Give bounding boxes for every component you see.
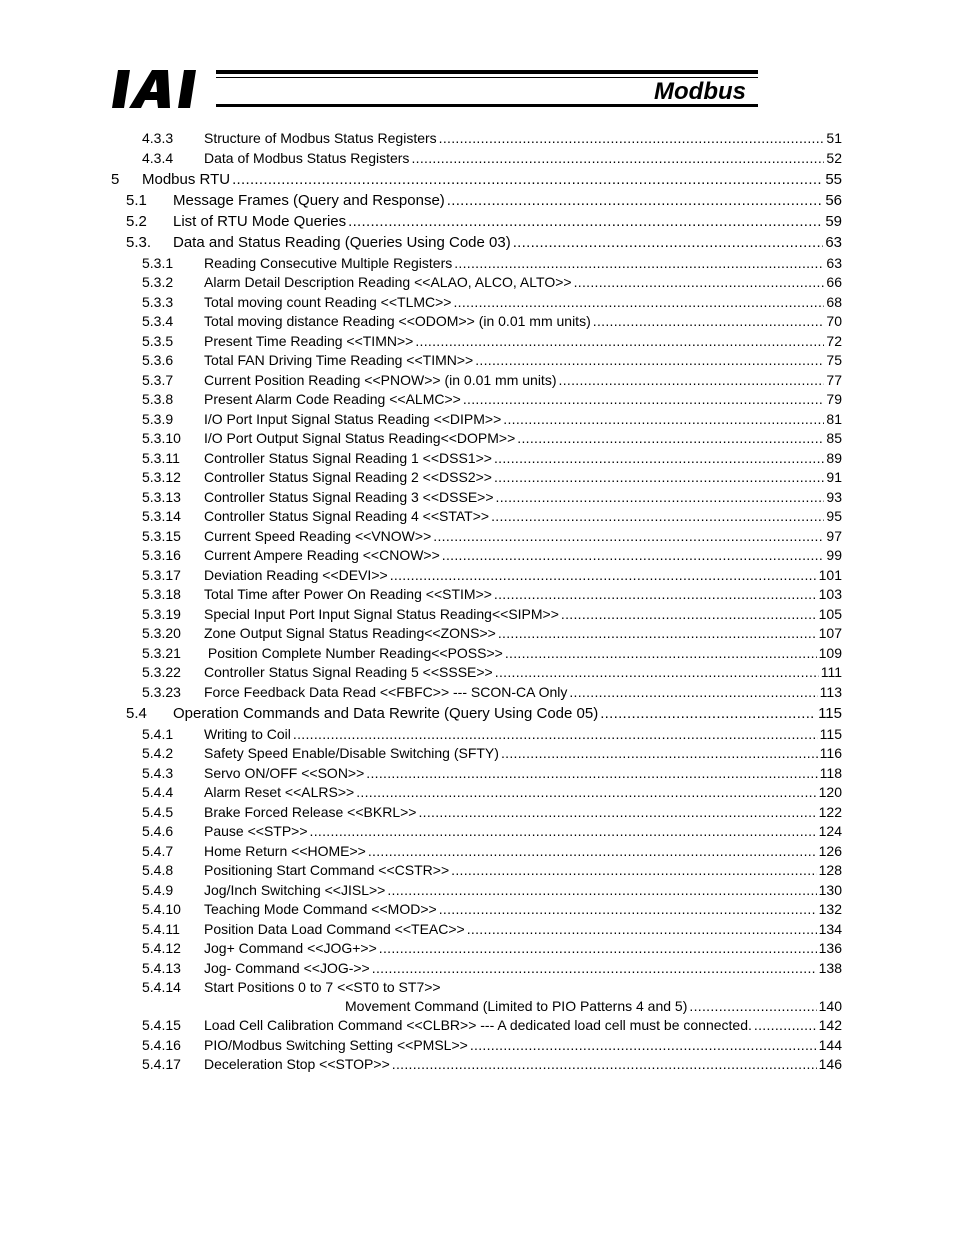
toc-entry-title: Positioning Start Command <<CSTR>> [204,862,450,878]
toc-entry[interactable] [142,469,842,485]
toc-entry[interactable] [142,664,842,680]
toc-entry[interactable] [126,233,842,251]
toc-entry-title: Total FAN Driving Time Reading <<TIMN>> [204,352,474,368]
toc-leader-dots [387,882,816,898]
toc-entry-title: Alarm Detail Description Reading <<ALAO, ALCO, ALTO>> [204,274,572,290]
toc-entry-page: 111 [820,664,842,680]
toc-entry[interactable] [142,274,842,290]
toc-entry-number: 5.4 [126,704,147,722]
toc-entry[interactable] [142,745,842,761]
toc-entry-page: 105 [818,605,842,622]
toc-leader-dots [559,372,825,388]
toc-entry-number: 5.4.7 [142,842,174,859]
toc-entry[interactable] [126,704,842,722]
toc-entry[interactable] [142,508,842,524]
toc-entry-page: 52 [826,149,842,166]
toc-leader-dots [517,430,824,446]
toc-entry-title: PIO/Modbus Switching Setting <<PMSL>> [204,1036,468,1053]
toc-entry-page: 142 [818,1017,842,1033]
toc-entry-number: 5.4.14 [142,979,181,995]
toc-entry-page: 140 [818,997,842,1014]
toc-entry-number: 5.2 [126,212,147,230]
toc-entry-page: 124 [818,823,842,839]
toc-entry-number: 5.3.14 [142,508,181,524]
toc-entry[interactable] [142,881,842,898]
toc-entry-title: Safety Speed Enable/Disable Switching (SFTY) [204,745,499,761]
toc-leader-dots [496,489,825,505]
toc-entry[interactable] [111,170,842,188]
toc-entry-number: 5.4.10 [142,901,181,917]
toc-leader-dots [689,998,816,1014]
toc-entry-title: Data and Status Reading (Queries Using Code 03) [173,233,511,251]
toc-entry-title: Teaching Mode Command <<MOD>> [204,901,437,917]
toc-entry[interactable] [142,430,842,446]
toc-entry-title: Position Data Load Command <<TEAC>> [204,920,465,937]
toc-entry-page: 115 [818,704,842,722]
toc-entry-page: 126 [818,842,842,859]
toc-leader-dots [513,234,824,251]
toc-entry-page: 128 [818,862,842,878]
toc-entry-title: Deceleration Stop <<STOP>> [204,1056,390,1072]
toc-continuation-title: Movement Command (Limited to PIO Patterns 4 and 5) [345,997,688,1014]
toc-leader-dots [433,528,824,544]
toc-entry-page: 134 [818,920,842,937]
toc-entry-number: 5 [111,170,120,188]
toc-entry[interactable] [126,212,842,230]
toc-entry-title: Zone Output Signal Status Reading<<ZONS>> [204,625,496,641]
toc-leader-dots [415,333,824,349]
toc-entry[interactable] [142,488,842,505]
toc-entry[interactable] [142,764,842,781]
toc-entry[interactable] [142,293,842,310]
header-rule-thick [216,70,758,74]
toc-entry[interactable] [142,391,842,407]
toc-entry[interactable] [142,683,842,700]
toc-entry-title: Jog- Command <<JOG->> [204,959,370,976]
toc-entry-page: 72 [826,332,842,349]
toc-entry-number: 5.3.21 [142,644,181,661]
toc-entry-title: Controller Status Signal Reading 3 <<DSSE>> [204,488,494,505]
toc-entry-page: 56 [825,191,842,209]
toc-entry-title: I/O Port Output Signal Status Reading<<DOPM>> [204,430,516,446]
toc-entry-title: Controller Status Signal Reading 1 <<DSS1>> [204,449,492,466]
toc-entry-title: Present Time Reading <<TIMN>> [204,332,414,349]
toc-entry-number: 5.4.5 [142,803,174,820]
toc-leader-dots [439,901,817,917]
toc-leader-dots [418,804,816,820]
toc-entry-number: 5.3. [126,233,152,251]
toc-leader-dots [600,705,816,722]
toc-entry-page: 89 [826,449,842,466]
toc-entry-page: 66 [826,274,842,290]
toc-leader-dots [475,352,824,368]
toc-entry-number: 5.3.16 [142,547,181,563]
toc-entry-title: Special Input Port Input Signal Status Reading<<SIPM>> [204,605,559,622]
header-title: Modbus [654,78,746,105]
toc-entry-number: 5.4.9 [142,881,174,898]
toc-entry-title: Load Cell Calibration Command <<CLBR>> --- A dedicated load cell must be connected. [204,1017,752,1033]
toc-entry-title: Force Feedback Data Read <<FBFC>> --- SCON-CA Only [204,683,568,700]
toc-entry-title: Modbus RTU [142,170,231,188]
toc-entry-title: Data of Modbus Status Registers [204,149,410,166]
toc-entry[interactable] [142,410,842,427]
toc-leader-dots [293,726,818,742]
toc-entry-number: 5.3.5 [142,332,174,349]
toc-entry-page: 68 [826,293,842,310]
toc-entry-page: 120 [818,784,842,800]
toc-entry-title: Current Position Reading <<PNOW>> (in 0.01 mm units) [204,371,557,388]
toc-leader-dots [390,567,817,583]
toc-entry-title: Pause <<STP>> [204,823,308,839]
toc-leader-dots [467,921,817,937]
toc-entry[interactable] [142,959,842,976]
toc-entry-page: 113 [819,683,842,700]
toc-entry-number: 5.3.8 [142,391,174,407]
toc-entry-title: Total moving count Reading <<TLMC>> [204,293,452,310]
toc-entry-number: 5.3.1 [142,254,174,271]
toc-entry-page: 130 [818,881,842,898]
toc-entry[interactable] [142,1036,842,1053]
toc-entry[interactable] [142,1017,842,1033]
toc-entry-number: 5.4.1 [142,725,174,742]
toc-entry-page: 63 [825,233,842,251]
toc-entry[interactable] [142,1056,842,1072]
toc-entry[interactable] [142,842,842,859]
toc-entry[interactable] [142,527,842,544]
toc-entry[interactable] [142,940,842,956]
toc-leader-dots [439,130,825,146]
toc-leader-dots [491,508,824,524]
toc-entry[interactable] [142,547,842,563]
toc-entry-number: 5.1 [126,191,147,209]
toc-entry[interactable] [142,130,842,146]
toc-entry-number: 5.4.17 [142,1056,181,1072]
toc-entry-number: 5.3.11 [142,449,180,466]
toc-entry-page: 95 [826,508,842,524]
toc-leader-dots [495,664,819,680]
toc-entry-page: 93 [826,488,842,505]
toc-entry-number: 5.3.22 [142,664,181,680]
toc-entry-title: Start Positions 0 to 7 <<ST0 to ST7>> [204,979,441,995]
toc-entry-page: 115 [819,725,842,742]
toc-entry[interactable] [142,254,842,271]
toc-entry-number: 5.4.12 [142,940,181,956]
toc-entry-title: Message Frames (Query and Response) [173,191,445,209]
toc-entry-title: Writing to Coil [204,725,291,742]
toc-entry[interactable] [142,862,842,878]
toc-entry-page: 109 [818,644,842,661]
toc-leader-dots [447,192,824,209]
toc-entry-number: 4.3.3 [142,130,174,146]
toc-entry-number: 5.4.8 [142,862,174,878]
toc-entry-title: Present Alarm Code Reading <<ALMC>> [204,391,461,407]
toc-entry-title: Total moving distance Reading <<ODOM>> (in 0.01 mm units) [204,313,591,329]
toc-entry-title: Servo ON/OFF <<SON>> [204,764,365,781]
toc-leader-dots [348,213,823,230]
toc-entry-number: 5.3.19 [142,605,181,622]
toc-entry-page: 101 [818,566,842,583]
toc-entry[interactable] [142,920,842,937]
toc-entry-page: 97 [826,527,842,544]
toc-entry[interactable] [142,149,842,166]
toc-entry[interactable] [142,725,842,742]
toc-leader-dots [232,171,823,188]
toc-entry[interactable] [142,332,842,349]
toc-leader-dots [754,1017,817,1033]
toc-entry-title: Controller Status Signal Reading 2 <<DSS2>> [204,469,492,485]
toc-entry[interactable] [142,313,842,329]
toc-entry-number: 5.4.15 [142,1017,181,1033]
toc-entry-page: 91 [826,469,842,485]
toc-entry-page: 70 [826,313,842,329]
toc-leader-dots [501,745,818,761]
toc-entry-page: 116 [819,745,842,761]
toc-leader-dots [451,862,817,878]
toc-entry-page: 144 [818,1036,842,1053]
toc-entry-number: 5.3.6 [142,352,174,368]
toc-leader-dots [411,150,824,166]
toc-entry[interactable] [142,566,842,583]
toc-leader-dots [463,391,825,407]
toc-leader-dots [593,313,825,329]
toc-leader-dots [453,294,824,310]
toc-entry-page: 136 [818,940,842,956]
toc-leader-dots [561,606,817,622]
toc-entry-title: List of RTU Mode Queries [173,212,347,230]
toc-entry-number: 5.3.3 [142,293,174,310]
toc-entry-number: 5.4.13 [142,959,181,976]
toc-entry-number: 5.3.12 [142,469,181,485]
toc-entry[interactable] [142,979,842,995]
toc-entry-number: 5.3.2 [142,274,174,290]
toc-entry[interactable] [142,352,842,368]
toc-entry-title: Deviation Reading <<DEVI>> [204,566,388,583]
toc-entry[interactable] [142,625,842,641]
toc-entry-number: 5.4.3 [142,764,174,781]
toc-entry-title: I/O Port Input Signal Status Reading <<DIPM>> [204,410,502,427]
toc-entry-page: 146 [818,1056,842,1072]
toc-entry-title: Current Speed Reading <<VNOW>> [204,527,432,544]
toc-entry-page: 51 [826,130,842,146]
toc-entry-page: 77 [826,371,842,388]
iai-logo [112,70,210,108]
toc-entry[interactable] [126,191,842,209]
toc-leader-dots [494,450,824,466]
toc-entry-number: 5.3.7 [142,371,174,388]
toc-entry-page: 107 [818,625,842,641]
toc-leader-dots [392,1056,817,1072]
toc-entry-number: 5.3.17 [142,566,181,583]
toc-entry-title: Controller Status Signal Reading 5 <<SSSE>> [204,664,493,680]
toc-leader-dots [356,784,816,800]
toc-entry-title: Brake Forced Release <<BKRL>> [204,803,417,820]
toc-entry-number: 5.4.4 [142,784,174,800]
toc-leader-dots [494,469,824,485]
toc-entry-title: Jog/Inch Switching <<JISL>> [204,881,386,898]
toc-entry-number: 5.3.4 [142,313,174,329]
toc-entry-page: 85 [826,430,842,446]
toc-entry-page: 75 [826,352,842,368]
toc-leader-dots [470,1037,817,1053]
toc-leader-dots [574,274,825,290]
toc-entry-title: Current Ampere Reading <<CNOW>> [204,547,440,563]
toc-entry-number: 5.4.16 [142,1036,181,1053]
toc-entry[interactable] [142,823,842,839]
toc-entry-page: 63 [826,254,842,271]
toc-entry-page: 118 [819,764,842,781]
toc-entry[interactable] [142,605,842,622]
toc-entry-page: 103 [818,586,842,602]
toc-entry-page: 138 [818,959,842,976]
toc-entry-title: Total Time after Power On Reading <<STIM>> [204,586,492,602]
toc-entry-number: 5.4.2 [142,745,174,761]
toc-leader-dots [454,255,824,271]
toc-entry-page: 79 [826,391,842,407]
toc-entry[interactable] [142,586,842,602]
toc-leader-dots [494,586,817,602]
toc-leader-dots [498,625,817,641]
toc-entry-title: Controller Status Signal Reading 4 <<STAT>> [204,508,490,524]
toc-entry-title: Structure of Modbus Status Registers [204,130,437,146]
toc-entry[interactable] [142,371,842,388]
toc-entry-page: 122 [818,803,842,820]
toc-entry-title: Position Complete Number Reading<<POSS>> [204,644,503,661]
toc-leader-dots [368,843,817,859]
toc-leader-dots [505,645,817,661]
toc-leader-dots [569,684,817,700]
toc-entry[interactable] [142,803,842,820]
toc-entry-number: 5.3.10 [142,430,181,446]
toc-entry-page: 59 [825,212,842,230]
toc-entry-number: 5.3.18 [142,586,181,602]
toc-leader-dots [310,823,817,839]
toc-entry[interactable] [142,784,842,800]
toc-entry-page: 81 [826,410,842,427]
toc-entry[interactable] [142,449,842,466]
toc-entry-title: Alarm Reset <<ALRS>> [204,784,355,800]
toc-entry-number: 4.3.4 [142,149,174,166]
toc-entry-page: 132 [818,901,842,917]
toc-entry-continuation[interactable] [345,998,842,1014]
toc-entry-number: 5.3.23 [142,683,181,700]
toc-entry-title: Reading Consecutive Multiple Registers [204,254,453,271]
toc-entry-number: 5.3.15 [142,527,181,544]
toc-entry-page: 99 [826,547,842,563]
toc-leader-dots [442,547,825,563]
toc-leader-dots [372,960,817,976]
toc-leader-dots [379,940,817,956]
toc-leader-dots [366,765,817,781]
toc-entry[interactable] [142,644,842,661]
toc-entry-number: 5.4.11 [142,920,180,937]
toc-entry-title: Jog+ Command <<JOG+>> [204,940,377,956]
toc-entry-number: 5.3.13 [142,488,181,505]
toc-entry-title: Home Return <<HOME>> [204,842,366,859]
toc-entry-number: 5.3.9 [142,410,174,427]
toc-entry[interactable] [142,901,842,917]
toc-entry-number: 5.3.20 [142,625,181,641]
toc-entry-number: 5.4.6 [142,823,174,839]
toc-leader-dots [503,411,824,427]
toc-entry-page: 55 [825,170,842,188]
toc-entry-title: Operation Commands and Data Rewrite (Query Using Code 05) [173,704,599,722]
